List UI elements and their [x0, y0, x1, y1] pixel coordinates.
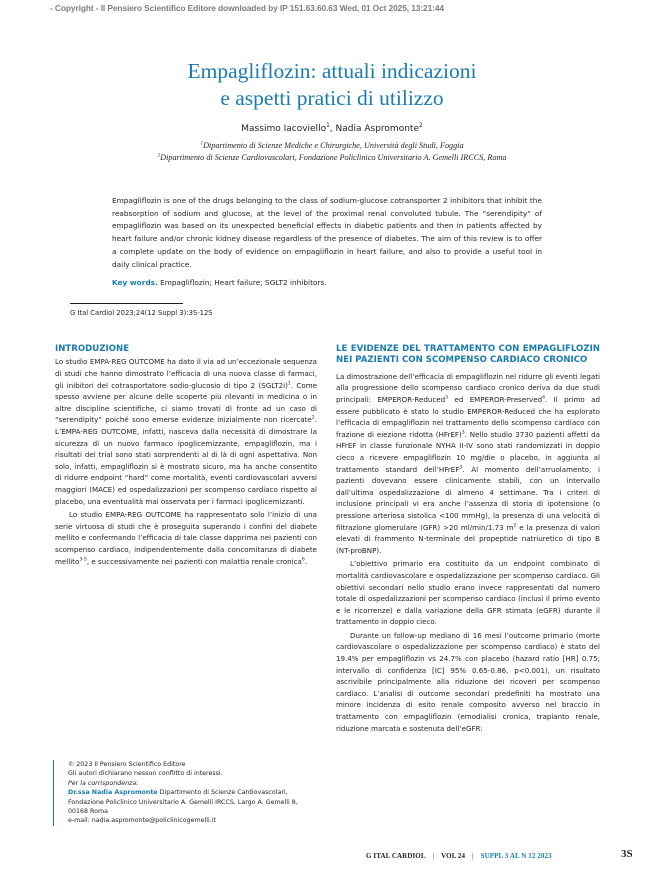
reference-sup: 3 — [459, 465, 463, 471]
volume: VOL 24 — [441, 852, 466, 860]
paragraph — [55, 509, 317, 567]
address-text: Dipartimento di Scienze Cardiovascolari, Fondazione Policlinico Universitario A. Gemelli IRCCS, Largo A. Gemelli 8, 00168 Roma — [68, 789, 298, 816]
abstract-text: Empagliflozin is one of the drugs belonging to the class of sodium-glucose cotransporter 2 inhibitors that inhibit the reabsorption of sodium and glucose, at the level of the proximal renal convoluted tubule. The “serendipity” of empagliflozin was based on its unexpected beneficial effects in diabetic patients and then in patients affected by heart failure and/or chronic kidney disease regardless of the presence of diabetes. The aim of this review is to offer a complete update on the body of evidence on empagliflozin in heart failure, and also to provide a useful tool in daily clinical practice. — [112, 196, 542, 269]
footer-separator: | — [432, 852, 435, 860]
right-column — [336, 344, 600, 734]
reference-sup: 6 — [301, 557, 305, 563]
author-separator: , — [329, 124, 336, 134]
superscript: 2 — [513, 523, 517, 529]
article-title — [0, 58, 664, 112]
correspondence-label: Per la corrispondenza: — [68, 779, 139, 787]
reference-sup: 4 — [542, 395, 546, 401]
title-line-1: Empagliflozin: attuali indicazioni — [187, 59, 477, 83]
affiliations — [0, 140, 664, 163]
affiliation-line — [0, 152, 664, 164]
author-list — [0, 124, 664, 134]
paragraph: Durante un follow-up mediano di 16 mesi l’outcome primario (morte cardiovascolare o ospedalizzazione per scompenso cardiaco) è stato del 19.4% per empagliflozin vs 24.7% con placebo (hazard ratio [HR] 0.75; intervallo di confidenza [IC] 95% 0.65-0.86, p<0.001), un risultato ascrivibile principalmente alla riduzione dei ricoveri per scompenso cardiaco. L’analisi di outcome secondari predefiniti ha mostrato una minore incidenza di esito renale composito avverso nel braccio in trattamento con empagliflozin (emodialisi cronica, trapianto renale, riduzione marcata e sostenuta dell’eGFR: — [336, 630, 600, 733]
conflict-statement: Gli autori dichiarano nessun conflitto di interessi. — [68, 770, 223, 778]
author-name: Nadia Aspromonte — [335, 124, 419, 134]
running-footer — [366, 852, 552, 860]
text-run: e la presenza di valori elevati di frammento N-terminale del propeptide natriuretico di tipo B (NT-proBNP). — [336, 522, 600, 555]
author-name: Massimo Iacoviello — [241, 124, 327, 134]
reference-sup: 3 — [445, 395, 449, 401]
affiliation-line — [0, 140, 664, 152]
text-run: La dimostrazione dell’efficacia di empagliflozin nel ridurre gli eventi legati alla progressione dello scompenso cardiaco cronico deriva da due studi principali: EMPEROR-Reduced — [336, 371, 600, 404]
keywords-label: Key words. — [112, 278, 158, 287]
author-affiliation-ref: 2 — [418, 123, 423, 129]
journal-name: G ITAL CARDIOL — [366, 852, 426, 860]
issue: SUPPL 3 AL N 12 2023 — [480, 852, 552, 860]
affiliation-text: Dipartimento di Scienze Cardiovascolari, Fondazione Policlinico Universitario A. Gemelli IRCCS, Roma — [160, 152, 507, 162]
correspondence-box — [53, 760, 298, 826]
text-run: . Il primo ad essere pubblicato è stato lo studio EMPEROR-Reduced che ha esplorato l’efficacia di empagliflozin nel trattamento dello scompenso cardiaco con frazione di eiezione ridotta (HFrEF) — [336, 395, 600, 439]
section-heading-evidenze: LE EVIDENZE DEL TRATTAMENTO CON EMPAGLIFLOZIN NEI PAZIENTI CON SCOMPENSO CARDIACO CRONICO — [336, 344, 600, 366]
text-run: . L’EMPA-REG OUTCOME, infatti, nasceva dalla necessità di dimostrare la sicurezza di un nuovo farmaco ipoglicemizzante, empagliflozin, ma i risultati del trial sono stati sorprendenti al di là di ogni aspettativa. Non solo, infatti, empagliflozin si è mostrato sicuro, ma ha anche consentito di ridurre endpoint “hard” come mortalità, eventi cardiovascolari avversi maggiori (MACE) ed ospedalizzazioni per scompenso cardiaco rispetto al placebo, una eventualità mai osservata per i farmaci ipoglicemizzanti. — [55, 415, 317, 506]
author-affiliation-ref: 1 — [326, 123, 330, 129]
copyright-notice: © 2023 Il Pensiero Scientifico Editore — [68, 761, 186, 768]
title-line-2: e aspetti pratici di utilizzo — [220, 86, 444, 110]
keywords-list: Empagliflozin; Heart failure; SGLT2 inhibitors. — [157, 278, 327, 287]
text-run: Lo studio EMPA-REG OUTCOME ha rappresentato solo l’inizio di una serie virtuosa di studi che è proseguita superando i confini del diabete mellito e confermando l’efficacia di tale classe dapprima nei pazienti con scompenso cardiaco, indipendentemente dalla concomitanza di diabete mellito — [55, 510, 317, 566]
reference-sup: 3-5 — [79, 557, 87, 563]
text-run: , e successivamente nei pazienti con malattia renale cronica — [86, 556, 302, 566]
page-number: 3S — [621, 848, 633, 860]
text-run: . Al momento dell’arruolamento, i pazienti dovevano essere clinicamente stabili, con un intervallo dall’ultima ospedalizzazione di almeno 4 settimane. Tra i criteri di inclusione principali vi era anche l’assenza di storia di ipotensione (o pressione arteriosa sistolica <100 mmHg), la presenza di una velocità di filtrazione glomerulare (GFR) >20 ml/min/1.73 m — [336, 464, 601, 532]
reference-sup: 3 — [461, 430, 465, 436]
correspondent-name: Dr.ssa Nadia Aspromonte — [68, 789, 158, 797]
paragraph — [55, 356, 317, 507]
reference-sup: 2 — [311, 416, 315, 422]
affiliation-number: 2 — [157, 151, 161, 158]
keywords — [112, 278, 327, 287]
citation: G Ital Cardiol 2023;24(12 Suppl 3):3S-12S — [70, 309, 213, 317]
text-run: . Come spesso avviene per alcune delle scoperte più rilevanti in medicina o in altre discipline scientifiche, ci siamo trovati di fronte ad un caso di “serendipity” poiché sono emerse evidenze inizialmente non ricercate — [55, 380, 317, 425]
affiliation-number: 1 — [200, 140, 204, 147]
correspondence-address — [68, 788, 298, 816]
text-run: . Nello studio 3730 pazienti affetti da HFrEF in classe funzionale NYHA II-IV sono stati randomizzati in doppio cieco a ricevere empagliflozin 10 mg/die o placebo, in aggiunta al trattamento standard dell’HFrEF — [336, 429, 601, 474]
paragraph — [336, 371, 600, 557]
citation-divider — [70, 303, 183, 304]
download-watermark: - Copyright - Il Pensiero Scientifico Editore downloaded by IP 151.63.60.63 Wed, 01 Oct 2025, 13:21:44 — [50, 3, 444, 13]
left-column — [55, 344, 317, 567]
reference-sup: 1 — [287, 381, 291, 387]
correspondence-email[interactable]: e-mail: nadia.aspromonte@policlinicogemelli.it — [68, 817, 216, 825]
affiliation-text: Dipartimento di Scienze Mediche e Chirurgiche, Università degli Studi, Foggia — [203, 141, 464, 150]
footer-separator: | — [472, 852, 474, 860]
text-run: ed EMPEROR-Preserved — [448, 395, 543, 404]
text-run: Lo studio EMPA-REG OUTCOME ha dato il via ad un’eccezionale sequenza di studi che hanno dimostrato l’efficacia di una nuova classe di farmaci, gli inibitori del cotrasportatore sodio-glucosio di tipo 2 (SGLT2i) — [55, 357, 317, 390]
text-run: . — [304, 556, 308, 566]
section-heading-introduzione: INTRODUZIONE — [55, 344, 130, 354]
paragraph: L’obiettivo primario era costituito da un endpoint combinato di mortalità cardiovascolare e ospedalizzazione per scompenso cardiaco. Gli obiettivi secondari nello studio erano invece rappresentati dal numero totale di ospedalizzazioni per scompenso cardiaco (inclusi il primo evento e le ricorrenze) e dalla variazione della GFR stimata (eGFR) durante il trattamento in doppio cieco. — [336, 559, 600, 627]
